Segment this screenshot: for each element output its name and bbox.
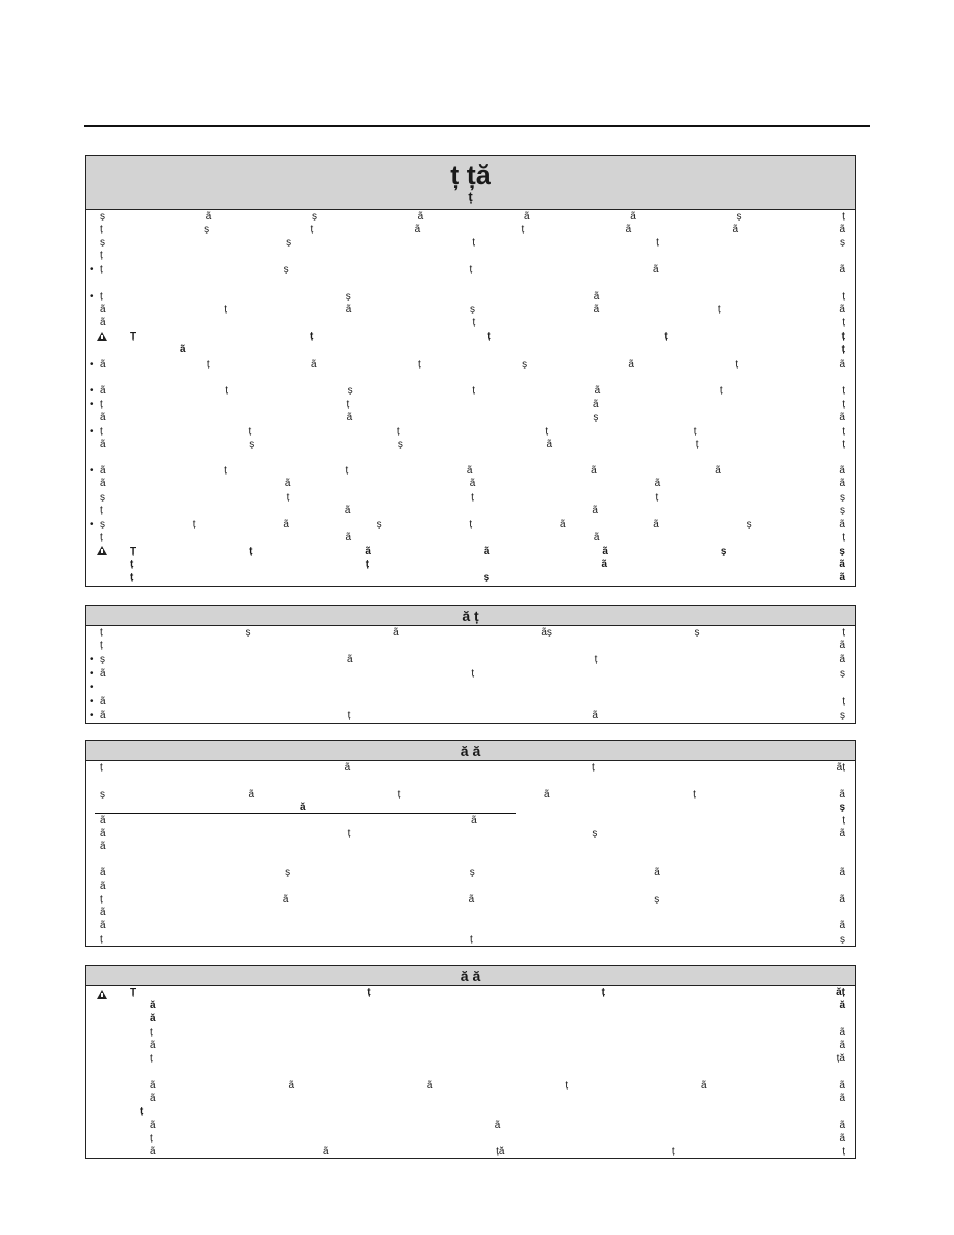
glyph: ş (100, 211, 105, 222)
glyph: ț (347, 828, 351, 839)
glyph: ãț (836, 762, 845, 773)
glyph: ã (839, 828, 845, 839)
bullet-icon: • (90, 264, 94, 275)
glyph: Ț (130, 987, 137, 998)
text-line (100, 465, 845, 477)
glyph: ț (842, 815, 845, 826)
glyph: ã (248, 789, 255, 800)
glyph: ț (693, 426, 697, 437)
glyph: ã (839, 264, 845, 275)
glyph: ã (282, 894, 289, 905)
text-line (100, 696, 845, 708)
glyph: ã (653, 264, 659, 275)
glyph: ț (841, 331, 845, 342)
glyph: ț (717, 304, 721, 315)
glyph: ã (466, 465, 473, 476)
glyph: ț (397, 789, 401, 800)
glyph: ț (842, 211, 845, 222)
glyph: ã (284, 478, 291, 489)
glyph: ț (346, 399, 350, 410)
text-line: ț (140, 1106, 144, 1117)
text-line (150, 1027, 845, 1039)
glyph: ã (150, 1040, 156, 1051)
glyph: ã (365, 546, 371, 557)
glyph: ã (839, 359, 845, 370)
text-line (100, 815, 845, 827)
glyph: ã (839, 559, 845, 570)
glyph: ã (100, 867, 106, 878)
glyph: ț (100, 426, 103, 437)
glyph: ã (469, 478, 476, 489)
glyph: ã (205, 211, 212, 222)
glyph: ã (344, 762, 351, 773)
glyph: ş (347, 385, 353, 396)
glyph: ã (592, 505, 598, 516)
glyph: ț (565, 1080, 569, 1091)
glyph: ã (100, 412, 106, 423)
warning-icon (97, 332, 107, 341)
glyph: ț (248, 426, 252, 437)
glyph: ã (593, 291, 600, 302)
glyph: Ț (130, 546, 137, 557)
bullet-icon: • (90, 654, 94, 665)
glyph: ă (300, 802, 306, 813)
glyph: ã (592, 399, 599, 410)
glyph: ã (653, 519, 659, 530)
glyph: ț (224, 465, 227, 476)
text-line (100, 505, 845, 517)
glyph: ã (700, 1080, 707, 1091)
warning-icon (97, 546, 107, 555)
glyph: ț (471, 492, 474, 503)
glyph: ț (521, 224, 525, 235)
glyph: ț (719, 385, 723, 396)
glyph: ț (671, 1146, 675, 1157)
glyph: ț (842, 399, 845, 410)
text-line (100, 385, 845, 397)
glyph: ț (842, 532, 845, 543)
glyph: ã (323, 1146, 329, 1157)
text-line (100, 399, 845, 411)
text-line (100, 654, 845, 666)
glyph: ț (130, 572, 134, 583)
glyph: ã (839, 1040, 845, 1051)
text-line (100, 519, 845, 531)
glyph: ã (150, 1093, 156, 1104)
glyph: ã (839, 789, 845, 800)
bullet-icon: • (90, 465, 94, 476)
glyph: ț (100, 224, 103, 235)
glyph: ş (286, 237, 292, 248)
text-line (100, 627, 845, 639)
glyph: ã (346, 412, 353, 423)
text-line: ã (100, 907, 106, 918)
glyph: ş (204, 224, 210, 235)
glyph: ã (468, 894, 475, 905)
text-line (100, 668, 845, 680)
glyph: ț (100, 532, 103, 543)
glyph: ã (417, 211, 424, 222)
glyph: ã (546, 439, 553, 450)
glyph: ã (100, 478, 106, 489)
glyph: ã (345, 304, 352, 315)
glyph: ț (150, 1053, 153, 1064)
glyph: ț (100, 640, 103, 651)
glyph: ã (839, 572, 845, 583)
glyph: ță (496, 1146, 505, 1157)
glyph: ț (842, 439, 845, 450)
glyph: ã (100, 828, 106, 839)
glyph: ț (100, 627, 103, 638)
glyph: ă (839, 1000, 845, 1011)
text-line (100, 439, 845, 451)
text-line (100, 492, 845, 504)
glyph: ț (842, 696, 845, 707)
section-1-header (86, 156, 855, 210)
section-4-header: ă ă (86, 966, 855, 986)
glyph: ş (746, 519, 752, 530)
glyph: ț (842, 627, 845, 638)
text-line (100, 920, 845, 932)
glyph: ț (100, 762, 103, 773)
text-line: ț (100, 250, 103, 261)
glyph: ã (150, 1146, 156, 1157)
glyph: ã (625, 224, 632, 235)
glyph: ț (545, 426, 549, 437)
glyph: ş (283, 264, 289, 275)
glyph: ã (628, 359, 634, 370)
bullet-icon: • (90, 426, 94, 437)
glyph: ã (523, 211, 530, 222)
glyph: ã (283, 519, 289, 530)
text-line (150, 1053, 845, 1065)
glyph: ş (100, 519, 105, 530)
glyph: ță (836, 1053, 845, 1064)
subheading-underline (95, 813, 516, 814)
glyph: ã (543, 789, 550, 800)
glyph: ț (842, 1146, 845, 1157)
glyph: ş (839, 802, 845, 813)
section-1-subtitle: ț (468, 189, 473, 204)
glyph: ãş (541, 627, 552, 638)
glyph: ț (693, 789, 696, 800)
glyph: ț (469, 264, 473, 275)
glyph: ş (593, 412, 599, 423)
text-line (100, 867, 845, 879)
glyph: ã (100, 920, 106, 931)
glyph: ş (654, 894, 660, 905)
glyph: ã (311, 359, 317, 370)
text-line (100, 237, 845, 249)
glyph: ş (736, 211, 742, 222)
glyph: ț (347, 710, 351, 721)
warning-text: ă (150, 1013, 156, 1024)
glyph: ăț (836, 987, 845, 998)
text-line (150, 1133, 845, 1145)
warning-text (130, 331, 845, 343)
glyph: ã (100, 710, 106, 721)
glyph: ã (839, 1080, 845, 1091)
text-line: ã (100, 841, 106, 852)
glyph: ş (100, 237, 105, 248)
glyph: ț (842, 317, 845, 328)
glyph: ț (286, 492, 290, 503)
glyph: ț (472, 237, 475, 248)
glyph: ş (376, 519, 382, 530)
glyph: ã (839, 920, 845, 931)
glyph: ş (592, 828, 598, 839)
glyph: ț (310, 224, 314, 235)
section-3-header: ă ă (86, 741, 855, 761)
text-line (100, 828, 845, 840)
glyph: ã (839, 1027, 845, 1038)
text-line (100, 426, 845, 438)
glyph: ț (472, 385, 475, 396)
glyph: ş (522, 359, 528, 370)
glyph: ț (309, 331, 314, 342)
glyph: ã (100, 668, 106, 679)
glyph: ã (839, 654, 845, 665)
glyph: ț (841, 344, 845, 355)
glyph: ț (469, 519, 473, 530)
glyph: ț (472, 317, 476, 328)
bullet-icon: • (90, 359, 94, 370)
glyph: ã (344, 505, 351, 516)
glyph: ã (100, 304, 106, 315)
glyph: ã (414, 224, 421, 235)
glyph: ț (100, 505, 103, 516)
text-line (100, 789, 845, 801)
glyph: ț (100, 291, 103, 302)
glyph: ã (345, 532, 352, 543)
glyph: ț (150, 1133, 153, 1144)
warning-text (130, 987, 845, 999)
glyph: ț (471, 668, 475, 679)
glyph: ț (417, 359, 421, 370)
glyph: ã (839, 894, 845, 905)
warning-text (130, 559, 845, 571)
glyph: ã (100, 359, 106, 370)
glyph: ã (471, 815, 477, 826)
glyph: ã (593, 304, 600, 315)
glyph: ț (365, 559, 370, 570)
glyph: ț (224, 304, 228, 315)
glyph: ț (367, 987, 371, 998)
glyph: ş (245, 627, 251, 638)
glyph: ț (601, 987, 605, 998)
glyph: ț (396, 426, 400, 437)
glyph: ț (100, 934, 103, 945)
text-line (100, 211, 845, 223)
glyph: ț (470, 934, 473, 945)
glyph: ã (393, 627, 399, 638)
warning-text (130, 546, 845, 558)
text-line (100, 478, 845, 490)
text-line (100, 317, 845, 329)
glyph: ț (192, 519, 196, 530)
glyph: ã (839, 1093, 845, 1104)
glyph: ã (591, 465, 597, 476)
glyph: ş (469, 304, 475, 315)
glyph: ã (839, 465, 845, 476)
glyph: ã (150, 1080, 156, 1091)
text-line (150, 1040, 845, 1052)
text-line (100, 640, 845, 652)
bullet-icon: • (90, 385, 94, 396)
glyph: ã (559, 519, 566, 530)
glyph: ş (694, 627, 700, 638)
text-line (100, 710, 845, 722)
glyph: ã (839, 519, 845, 530)
text-line (150, 1093, 845, 1105)
text-line (100, 934, 845, 946)
glyph: ã (839, 412, 845, 423)
text-line (100, 291, 845, 303)
text-line (100, 412, 845, 424)
text-line (100, 224, 845, 236)
glyph: ț (695, 439, 699, 450)
glyph: ş (345, 291, 351, 302)
glyph: ã (150, 1120, 156, 1131)
glyph: ş (840, 237, 845, 248)
warning-text (180, 344, 845, 356)
glyph: ã (594, 385, 601, 396)
glyph: ã (839, 1133, 845, 1144)
glyph: ã (630, 211, 636, 222)
bullet-icon: • (90, 291, 94, 302)
top-rule (84, 125, 870, 127)
glyph: ț (842, 385, 845, 396)
warning-text (130, 572, 845, 584)
warning-text (150, 1000, 845, 1012)
glyph: ş (839, 492, 845, 503)
glyph: ã (839, 224, 845, 235)
glyph: ã (100, 385, 106, 396)
glyph: ț (150, 1027, 153, 1038)
glyph: ã (100, 465, 106, 476)
glyph: ş (311, 211, 317, 222)
glyph: ş (839, 546, 845, 557)
glyph: ã (592, 710, 598, 721)
glyph: ã (839, 1120, 845, 1131)
glyph: ã (654, 867, 660, 878)
glyph: ț (594, 654, 598, 665)
bullet-icon: • (90, 710, 94, 721)
glyph: ț (225, 385, 228, 396)
glyph: ã (483, 546, 490, 557)
glyph: ã (288, 1080, 294, 1091)
bullet-icon: • (90, 668, 94, 679)
glyph: ț (487, 331, 491, 342)
glyph: ş (100, 789, 105, 800)
glyph: ã (100, 317, 106, 328)
section-1-title: ț ță (450, 160, 491, 190)
glyph: ț (206, 359, 210, 370)
glyph: ț (656, 237, 659, 248)
glyph: ã (593, 532, 600, 543)
glyph: ş (249, 439, 255, 450)
glyph: ã (100, 696, 106, 707)
glyph: ã (100, 439, 106, 450)
glyph: ã (180, 344, 186, 355)
glyph: ț (100, 894, 103, 905)
glyph: ț (345, 465, 349, 476)
glyph: ş (840, 710, 845, 721)
glyph: ț (249, 546, 253, 557)
glyph: ş (285, 867, 291, 878)
text-line (150, 1120, 845, 1132)
glyph: ț (592, 762, 595, 773)
text-line (150, 1080, 845, 1092)
text-line (100, 304, 845, 316)
glyph: ş (840, 668, 845, 679)
glyph: ã (715, 465, 721, 476)
text-line: ã (100, 881, 106, 892)
glyph: ş (483, 572, 490, 583)
text-line (150, 1146, 845, 1158)
glyph: ã (601, 559, 608, 570)
bullet-icon: • (90, 696, 94, 707)
glyph: ț (100, 264, 103, 275)
glyph: ş (840, 505, 845, 516)
glyph: ã (494, 1120, 501, 1131)
glyph: ț (735, 359, 739, 370)
glyph: Ț (130, 331, 137, 342)
text-line (100, 762, 845, 774)
glyph: ț (130, 559, 134, 570)
glyph: ş (469, 867, 475, 878)
section-2-header: ă ț (86, 606, 855, 626)
bullet-icon: • (90, 682, 94, 693)
glyph: ț (100, 399, 103, 410)
text-line (100, 359, 845, 371)
glyph: ã (839, 867, 845, 878)
glyph: ã (100, 815, 106, 826)
glyph: ş (397, 439, 403, 450)
glyph: ț (842, 426, 845, 437)
glyph: ş (720, 546, 727, 557)
glyph: ã (732, 224, 739, 235)
glyph: ã (839, 478, 845, 489)
bullet-icon: • (90, 519, 94, 530)
glyph: ã (602, 546, 608, 557)
warning-icon (97, 990, 107, 999)
glyph: ş (840, 934, 845, 945)
glyph: ã (347, 654, 353, 665)
text-line (100, 894, 845, 906)
glyph: ț (655, 492, 659, 503)
glyph: ã (426, 1080, 433, 1091)
glyph: ă (150, 1000, 156, 1011)
glyph: ț (842, 291, 845, 302)
glyph: ã (839, 640, 845, 651)
glyph: ã (839, 304, 845, 315)
glyph: ş (100, 492, 105, 503)
text-line (100, 532, 845, 544)
bullet-icon: • (90, 399, 94, 410)
glyph: ş (100, 654, 105, 665)
text-line (100, 264, 845, 276)
glyph: ã (654, 478, 661, 489)
glyph: ț (664, 331, 668, 342)
